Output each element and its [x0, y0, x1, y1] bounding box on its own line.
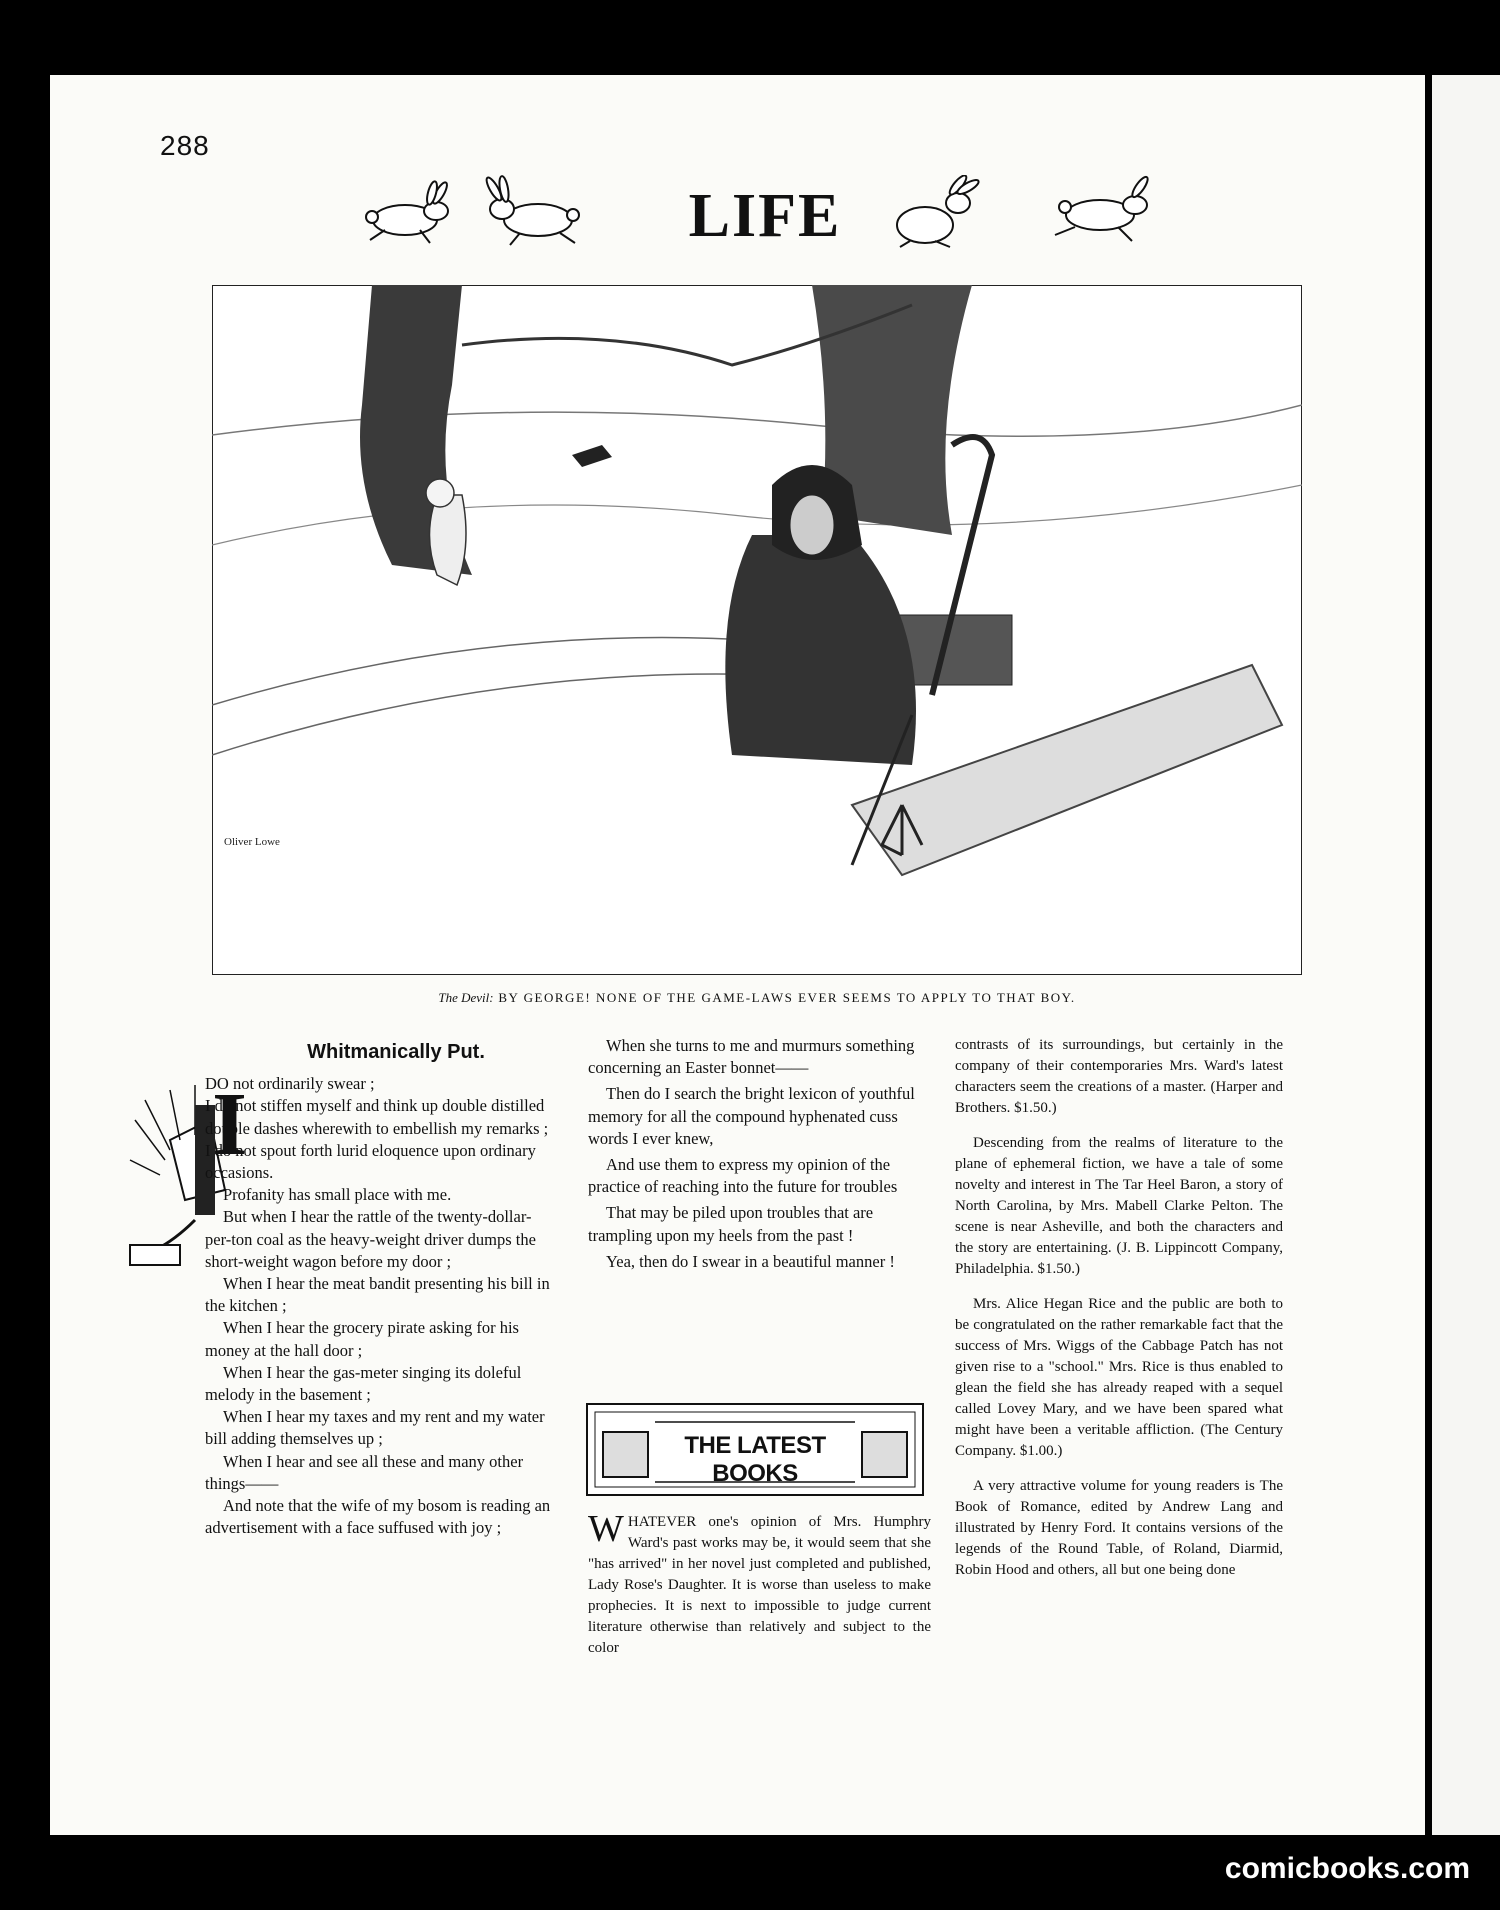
- poem-line: And use them to express my opinion of the practice of reaching into the future for troubles: [588, 1155, 898, 1197]
- review-intro-text: HATEVER one's opinion of Mrs. Humphry Ward's past works may be, it would seem that she "has arrived" in her novel just completed and published, Lady Rose's Daughter. It is worse than useless to make prophecies. It is next to impossible to judge current literature otherwise than relatively and subject to the color: [588, 1514, 931, 1656]
- review-drop-cap: W: [588, 1508, 624, 1550]
- rabbit-illustration: [1040, 175, 1160, 250]
- latest-books-banner: [585, 1402, 925, 1497]
- poem-line: I do not stiffen myself and think up double distilled double dashes wherewith to embellish my remarks ;: [205, 1096, 549, 1138]
- cartoon-illustration: [212, 285, 1302, 975]
- poem-column-left: [205, 1035, 557, 1539]
- poem-line: And note that the wife of my bosom is reading an advertisement with a face suffused with joy ;: [205, 1496, 551, 1538]
- masthead: [340, 175, 1190, 275]
- poem-line: When she turns to me and murmurs something concerning an Easter bonnet——: [588, 1036, 915, 1078]
- watermark: comicbooks.com: [1224, 1852, 1470, 1885]
- caption-text: BY GEORGE! NONE OF THE GAME-LAWS EVER SEEMS TO APPLY TO THAT BOY.: [498, 990, 1076, 1005]
- poem-line: I do not spout forth lurid eloquence upon ordinary occasions.: [205, 1140, 536, 1183]
- caption-speaker: The Devil:: [438, 990, 494, 1005]
- page-number: 288: [160, 130, 210, 161]
- review-paragraph: A very attractive volume for young readers is The Book of Romance, edited by Andrew Lang and illustrated by Henry Ford. It contains versions of the legends of the Round Table, of Roland, Diarmid, Robin Hood and others, all but one being done: [955, 1478, 1283, 1578]
- svg-text:Oliver Lowe: Oliver Lowe: [224, 836, 280, 848]
- poem-column-middle: [588, 1035, 931, 1273]
- latest-books-title: THE LATEST BOOKS: [684, 1432, 826, 1487]
- poem-line: When I hear and see all these and many other things——: [205, 1451, 524, 1493]
- illustration-caption: [212, 990, 1302, 1006]
- masthead-title: LIFE: [688, 182, 842, 250]
- poem-title: Whitmanically Put.: [307, 1041, 485, 1063]
- poem-line: When I hear the gas-meter singing its doleful melody in the basement ;: [205, 1362, 522, 1405]
- adjacent-page-edge: [1432, 75, 1500, 1835]
- poem-line: Then do I search the bright lexicon of youthful memory for all the compound hyphenated cuss words I ever knew,: [588, 1084, 915, 1148]
- poem-line: When I hear the grocery pirate asking for his money at the hall door ;: [205, 1318, 519, 1360]
- rabbit-illustration: [880, 175, 985, 255]
- poem-line: But when I hear the rattle of the twenty-dollar-per-ton coal as the heavy-weight driver dumps the short-weight wagon before my door ;: [205, 1207, 536, 1271]
- review-paragraph: contrasts of its surroundings, but certainly in the company of their contemporaries Mrs. Ward's latest characters seem the creations of a master. (Harper and Brothers. $1.50.): [955, 1037, 1283, 1116]
- poem-line: Yea, then do I swear in a beautiful manner !: [606, 1251, 895, 1271]
- review-intro: [588, 1508, 931, 1659]
- poem-drop-cap: I: [212, 1075, 248, 1174]
- review-paragraph: Descending from the realms of literature to the plane of ephemeral fiction, we have a tale of some novelty and interest in The Tar Heel Baron, a story of North Carolina, by Mrs. Mabell Clarke Pelton. The scene is near Asheville, and both the characters and the story are entertaining. (J. B. Lippincott Company, Philadelphia. $1.50.): [955, 1135, 1283, 1277]
- review-paragraph: Mrs. Alice Hegan Rice and the public are both to be congratulated on the rather remarkable fact that the success of Mrs. Wiggs of the Cabbage Patch has not given rise to a "school." Mrs. Rice is thus enabled to glean the field she has already reaped with a sequel called Lovey Mary, and we have been spared what might have been a veritable affliction. (The Century Company. $1.00.): [955, 1296, 1283, 1459]
- poem-line: That may be piled upon troubles that are trampling upon my heels from the past !: [588, 1203, 874, 1245]
- poem-line: Profanity has small place with me.: [223, 1185, 452, 1205]
- poem-line: DO not ordinarily swear ;: [205, 1074, 375, 1094]
- poem-line: When I hear the meat bandit presenting his bill in the kitchen ;: [205, 1274, 550, 1316]
- poem-line: When I hear my taxes and my rent and my water bill adding themselves up ;: [205, 1407, 545, 1449]
- review-column-right: [955, 1035, 1283, 1581]
